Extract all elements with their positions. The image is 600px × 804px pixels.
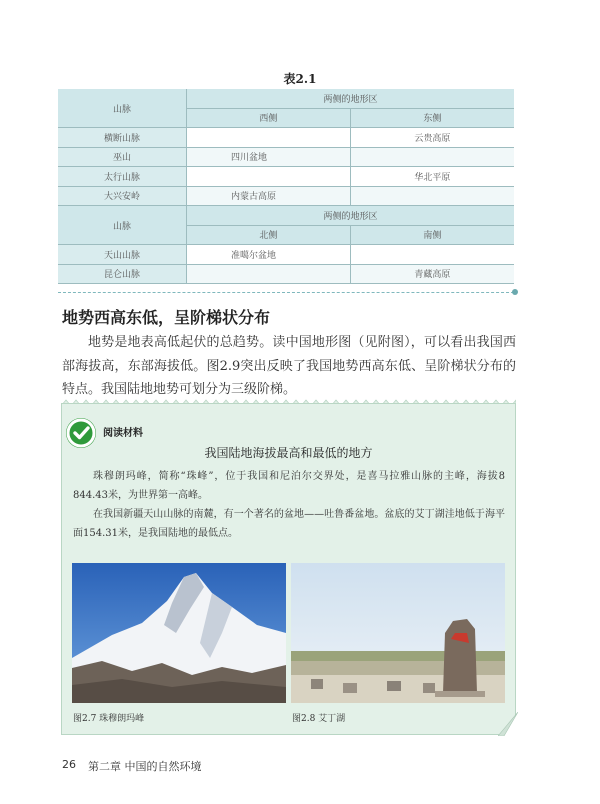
- table-row: [58, 245, 514, 265]
- cell-west: 四川盆地: [187, 147, 351, 167]
- footer-chapter: 第二章 中国的自然环境: [88, 760, 202, 773]
- header-mountain: 山脉: [58, 206, 187, 245]
- cell-mountain: 昆仑山脉: [58, 264, 187, 284]
- reading-paragraph: 珠穆朗玛峰，简称“珠峰”，位于我国和尼泊尔交界处，是喜马拉雅山脉的主峰，海拔8 844.43米，为世界第一高峰。: [73, 471, 505, 501]
- header-mountain: 山脉: [58, 89, 187, 128]
- table-header-row: [58, 89, 514, 108]
- table-caption: 表2.1: [283, 72, 317, 86]
- cell-north: [187, 264, 351, 284]
- section-title: 地势西高东低，呈阶梯状分布: [62, 308, 271, 327]
- page-fold-corner: [498, 712, 518, 736]
- cell-south: 青藏高原: [350, 264, 514, 284]
- reading-body: [73, 467, 505, 543]
- cell-south: [350, 245, 514, 265]
- table-row: [58, 147, 514, 167]
- reading-label: 阅读材料: [103, 428, 143, 439]
- cell-mountain: 天山山脉: [58, 245, 187, 265]
- cell-mountain: 太行山脉: [58, 167, 187, 187]
- table-row: [58, 167, 514, 187]
- cell-west: 内蒙古高原: [187, 186, 351, 206]
- cell-mountain: 大兴安岭: [58, 186, 187, 206]
- cell-east: [350, 147, 514, 167]
- header-south: 南侧: [350, 225, 514, 245]
- cell-west: [187, 167, 351, 187]
- reading-paragraph: 在我国新疆天山山脉的南麓，有一个著名的盆地——吐鲁番盆地。盆底的艾丁湖洼地低于海平面154.31米，是我国陆地的最低点。: [73, 509, 505, 539]
- cell-north: 准噶尔盆地: [187, 245, 351, 265]
- header-east: 东侧: [350, 108, 514, 128]
- page-number: 26: [62, 758, 76, 771]
- cell-mountain: 巫山: [58, 147, 187, 167]
- section-divider: [58, 292, 514, 293]
- table-header-row: [58, 206, 514, 226]
- terrain-table: [58, 89, 514, 284]
- cell-east: 华北平原: [350, 167, 514, 187]
- reading-title: 我国陆地海拔最高和最低的地方: [204, 446, 373, 460]
- aydingkol-photo: [291, 563, 505, 703]
- cell-east: 云贵高原: [350, 128, 514, 148]
- cell-mountain: 横断山脉: [58, 128, 187, 148]
- table-row: [58, 264, 514, 284]
- cell-west: [187, 128, 351, 148]
- figure-caption-everest: 图2.7 珠穆朗玛峰: [73, 714, 145, 724]
- section-paragraph: 地势是地表高低起伏的总趋势。读中国地形图（见附图），可以看出我国西部海拔高，东部海拔低。图2.9突出反映了我国地势西高东低、呈阶梯状分布的特点。我国陆地地势可划分为三级阶梯。: [62, 335, 516, 397]
- cell-east: [350, 186, 514, 206]
- header-span: 两侧的地形区: [187, 89, 515, 108]
- table-row: [58, 186, 514, 206]
- everest-photo: [72, 563, 286, 703]
- figure-caption-aydingkol: 图2.8 艾丁湖: [292, 714, 346, 724]
- divider-end-dot: [512, 289, 518, 295]
- header-north: 北侧: [187, 225, 351, 245]
- header-west: 西侧: [187, 108, 351, 128]
- header-span: 两侧的地形区: [187, 206, 515, 226]
- table-row: [58, 128, 514, 148]
